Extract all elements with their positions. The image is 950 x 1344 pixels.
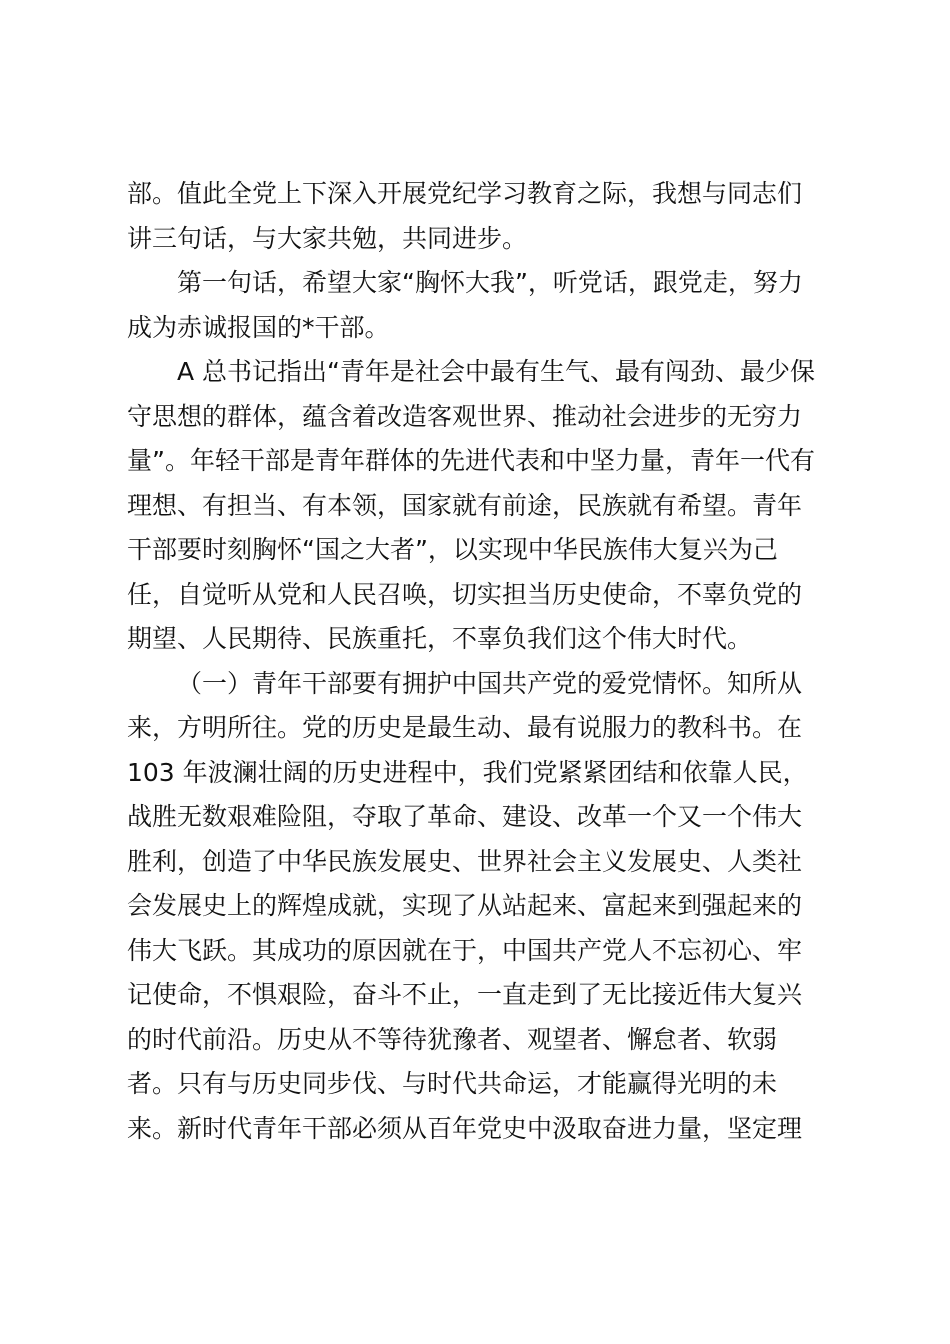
text-line: （一）青年干部要有拥护中国共产党的爱党情怀。知所从: [177, 668, 803, 698]
text-line: 守思想的群体，蕴含着改造客观世界、推动社会进步的无穷力: [127, 401, 803, 431]
text-line: 来。新时代青年干部必须从百年党史中汲取奋进力量，坚定理: [127, 1113, 803, 1143]
text-line: 会发展史上的辉煌成就，实现了从站起来、富起来到强起来的: [127, 891, 803, 920]
text-line: 讲三句话，与大家共勉，共同进步。: [127, 223, 528, 253]
text-line: 103 年波澜壮阔的历史进程中，我们党紧紧团结和依靠人民，: [127, 757, 808, 787]
text-line: 干部要时刻胸怀“国之大者”，以实现中华民族伟大复兴为己: [127, 535, 778, 564]
text-line: 胜利，创造了中华民族发展史、世界社会主义发展史、人类社: [127, 846, 803, 876]
text-line: 的时代前沿。历史从不等待犹豫者、观望者、懈怠者、软弱: [127, 1024, 778, 1054]
text-line: 理想、有担当、有本领，国家就有前途，民族就有希望。青年: [127, 490, 803, 520]
text-line: 者。只有与历史同步伐、与时代共命运，才能赢得光明的未: [127, 1069, 778, 1098]
text-line: 量”。年轻干部是青年群体的先进代表和中坚力量，青年一代有: [127, 446, 815, 475]
text-line: 期望、人民期待、民族重托，不辜负我们这个伟大时代。: [127, 624, 753, 653]
text-line: 第一句话，希望大家“胸怀大我”，听党话，跟党走，努力: [177, 268, 803, 297]
text-line: 来，方明所往。党的历史是最生动、最有说服力的教科书。在: [127, 713, 803, 742]
text-line: 成为赤诚报国的*干部。: [127, 312, 390, 342]
body-text: [127, 172, 832, 1151]
text-line: 部。值此全党上下深入开展党纪学习教育之际，我想与同志们: [127, 179, 803, 208]
text-line: 记使命，不惧艰险，奋斗不止，一直走到了无比接近伟大复兴: [127, 980, 803, 1009]
text-line: 伟大飞跃。其成功的原因就在于，中国共产党人不忘初心、牢: [127, 935, 803, 965]
text-line: A 总书记指出“青年是社会中最有生气、最有闯劲、最少保: [177, 357, 816, 386]
text-line: 战胜无数艰难险阻，夺取了革命、建设、改革一个又一个伟大: [127, 802, 803, 831]
text-line: 任，自觉听从党和人民召唤，切实担当历史使命，不辜负党的: [127, 579, 803, 609]
